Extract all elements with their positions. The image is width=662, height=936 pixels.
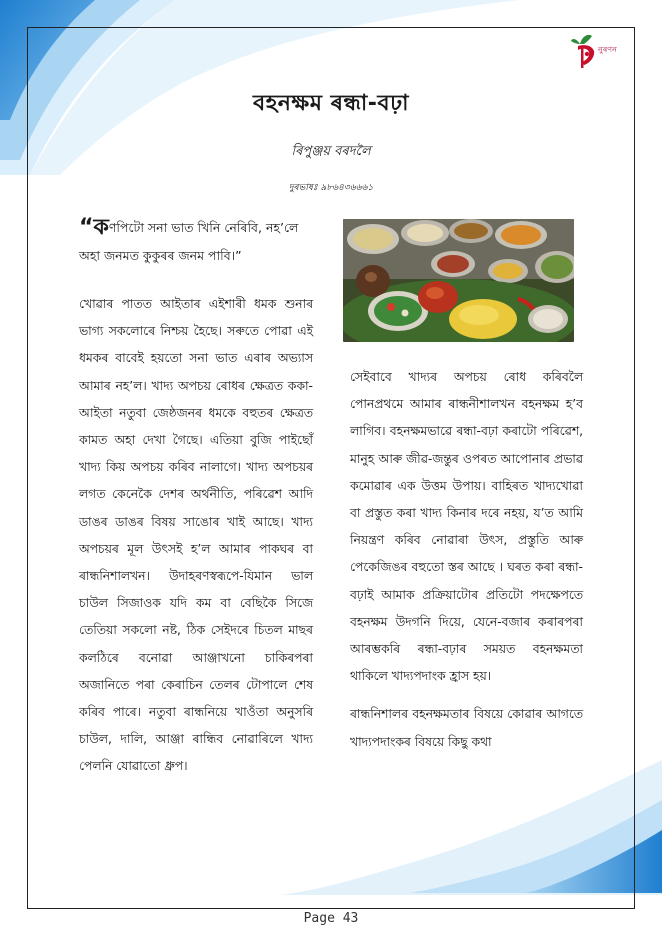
left-column [79,291,313,781]
article-title: বহনক্ষম ৰন্ধা-বঢ়া [252,91,410,116]
opening-quote [79,214,314,270]
quote-text: ণপিটো সনা ভাত খিনি নেৰিবি, নহ’লে অহা জনমত কুকুৰৰ জনম পাবি।” [79,220,299,263]
right-column [350,364,583,756]
body-paragraph: ৰান্ধনিশালৰ বহনক্ষমতাৰ বিষয়ে কোৱাৰ আগতে খাদ্যপদাংকৰ বিষয়ে কিছু কথা [350,707,583,749]
article-author: ৰিপুঞ্জয় বৰদলৈ [291,144,371,159]
logo-wordmark: নুৰণন [598,45,617,54]
body-paragraph: খোৱাৰ পাতত আইতাৰ এইশাৰী ধমক শুনাৰ ভাগ্য সকলোৰে নিশ্চয় হৈছে। সৰুতে পোৱা এই ধমকৰ বাবেই হয়তো সনা ভাত এৰাৰ অভ্যাস আমাৰ নহ’ল। খাদ্য অপচয় ৰোধৰ ক্ষেত্ৰত ককা-আইতা নতুবা জেষ্ঠজনৰ ধমকে বহুতৰ ক্ষেত্ৰত কামত অহা দেখা গৈছে। এতিয়া বুজি পাইছোঁ খাদ্য কিয় অপচয় কৰিব নালাগে। খাদ্য অপচয়ৰ লগত কেনেকৈ দেশৰ অৰ্থনীতি, পৰিৱেশ আদি ডাঙৰ ডাঙৰ বিষয় সাঙোৰ খাই আছে। খাদ্য অপচয়ৰ মূল উৎসই হ’ল আমাৰ পাকঘৰ বা ৰান্ধনিশালখন। উদাহৰণস্বৰূপে-যিমান ভাল চাউল সিজাওক যদি কম বা বেছিকৈ সিজে তেতিয়া সকলো নষ্ট, ঠিক সেইদৰে চিতল মাছৰ কলঠিৰে বনোৱা আঞ্জাখনো চাকিৰপৰা অজানিতে পৰা কেৰাচিন তেলৰ টোপালে শেষ কৰিব পাৰে। নতুবা ৰান্ধনিয়ে খাওঁতা অনুসৰি চাউল, দালি, আঞ্জা ৰান্ধিব নোৱাৰিলে খাদ্য পেলনি যোৱাতো ধ্ৰুপ। [79,297,313,774]
food-thali-photo [343,219,574,342]
author-phone: দুৰভাষঃ ৯৮৬৪৩৬৬৬১ [288,183,374,193]
body-paragraph: সেইবাবে খাদ্যৰ অপচয় ৰোধ কৰিবলৈ পোনপ্ৰথমে আমাৰ ৰান্ধনীশালখন বহনক্ষম হ’ব লাগিব। বহনক্ষমভাৱে ৰন্ধা-বঢ়া কৰাটো পৰিৱেশ, মানুহ আৰু জীৱ-জন্তুৰ ওপৰত আপোনাৰ প্ৰভাৱ কমোৱাৰ এক উত্তম উপায়। বাহিৰত খাদ্যখোৱা বা প্ৰস্তুত কৰা খাদ্য কিনাৰ দৰে নহয়, য’ত আমি নিয়ন্ত্ৰণ কৰিব নোৱাৰা উৎস, প্ৰস্তুতি আৰু পেকেজিঙৰ বহুতো স্তৰ আছে । ঘৰত কৰা ৰন্ধা-বঢ়াই আমাক প্ৰক্ৰিয়াটোৰ প্ৰতিটো পদক্ষেপতে বহনক্ষম উদগনি দিয়ে, যেনে-বজাৰ কৰাৰপৰা আৰম্ভকৰি ৰন্ধা-বঢ়াৰ সময়ত বহনক্ষমতা থাকিলে খাদ্যপদাংক হ্ৰাস হয়। [350,370,583,684]
quote-drop-letter: “ক [79,215,109,240]
page-number: Page 43 [303,911,359,926]
